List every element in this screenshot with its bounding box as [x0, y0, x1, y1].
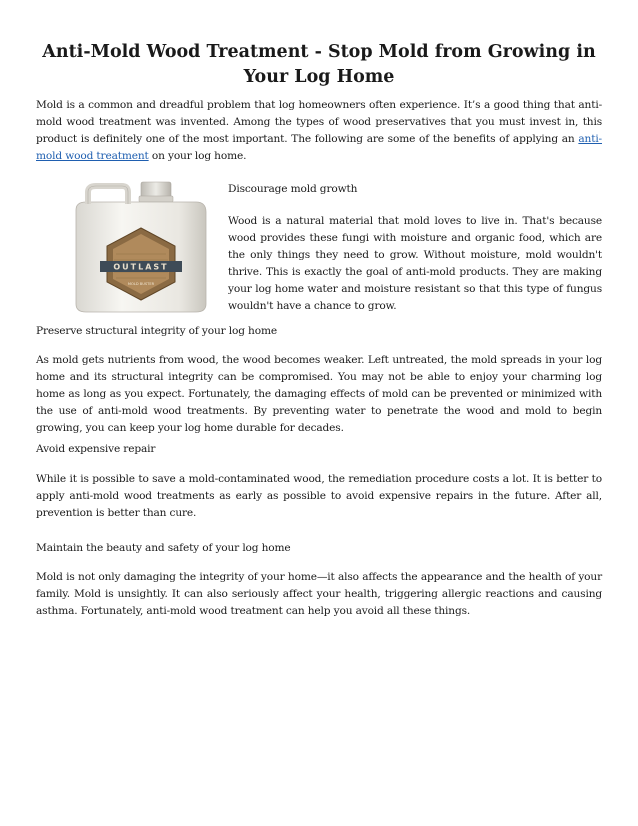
product-jug-image: [36, 180, 222, 316]
intro-text-end: on your log home.: [148, 150, 247, 162]
section-body-1: Wood is a natural material that mold loves to live in. That's because wood provides these fungi with moisture and organic food, which are the only things they need to grow. Without moisture, mold wouldn't thrive. This is exactly the goal of anti-mold products. They are making your log home water and moisture resistant so that this type of fungus wouldn't have a chance to grow.: [228, 215, 602, 312]
jug-cap: [141, 182, 171, 198]
intro-paragraph: [36, 97, 602, 165]
brand-text: OUTLAST: [113, 262, 169, 272]
section-heading-2: Preserve structural integrity of your log home: [36, 325, 277, 337]
section-heading-3: Avoid expensive repair: [36, 443, 156, 455]
section-body-4: Mold is not only damaging the integrity of your home—it also affects the appearance and the health of your family. Mold is unsightly. It can also seriously affect your health, triggering allergic reactions and causing asthma. Fortunately, anti-mold wood treatment can help you avoid all these things.: [36, 571, 602, 617]
section-body-3: While it is possible to save a mold-contaminated wood, the remediation procedure costs a lot. It is better to apply anti-mold wood treatments as early as possible to avoid expensive repairs in the future. After all, prevention is better than cure.: [36, 473, 602, 519]
section-heading-4: Maintain the beauty and safety of your log home: [36, 542, 291, 554]
section-body-2: As mold gets nutrients from wood, the wood becomes weaker. Left untreated, the mold spreads in your log home and its structural integrity can be compromised. You may not be able to enjoy your charming log home as long as you expect. Fortunately, the damaging effects of mold can be prevented or minimized with the use of anti-mold wood treatments. By preventing water to penetrate the wood and mold to begin growing, you can keep your log home durable for decades.: [36, 354, 602, 434]
page-title: Anti-Mold Wood Treatment - Stop Mold from Growing in Your Log Home: [42, 42, 596, 87]
anti-mold-link[interactable]: anti-mold wood treatment: [36, 133, 602, 162]
section-heading-1: Discourage mold growth: [228, 183, 358, 195]
intro-text: Mold is a common and dreadful problem that log homeowners often experience. It’s a good thing that anti-mold wood treatment was invented. Among the types of wood preservatives that you must invest in, this product is definitely one of the most important. The following are some of the benefits of applying an: [36, 99, 602, 145]
brand-sub-text: MOLD BUSTER: [127, 282, 155, 286]
